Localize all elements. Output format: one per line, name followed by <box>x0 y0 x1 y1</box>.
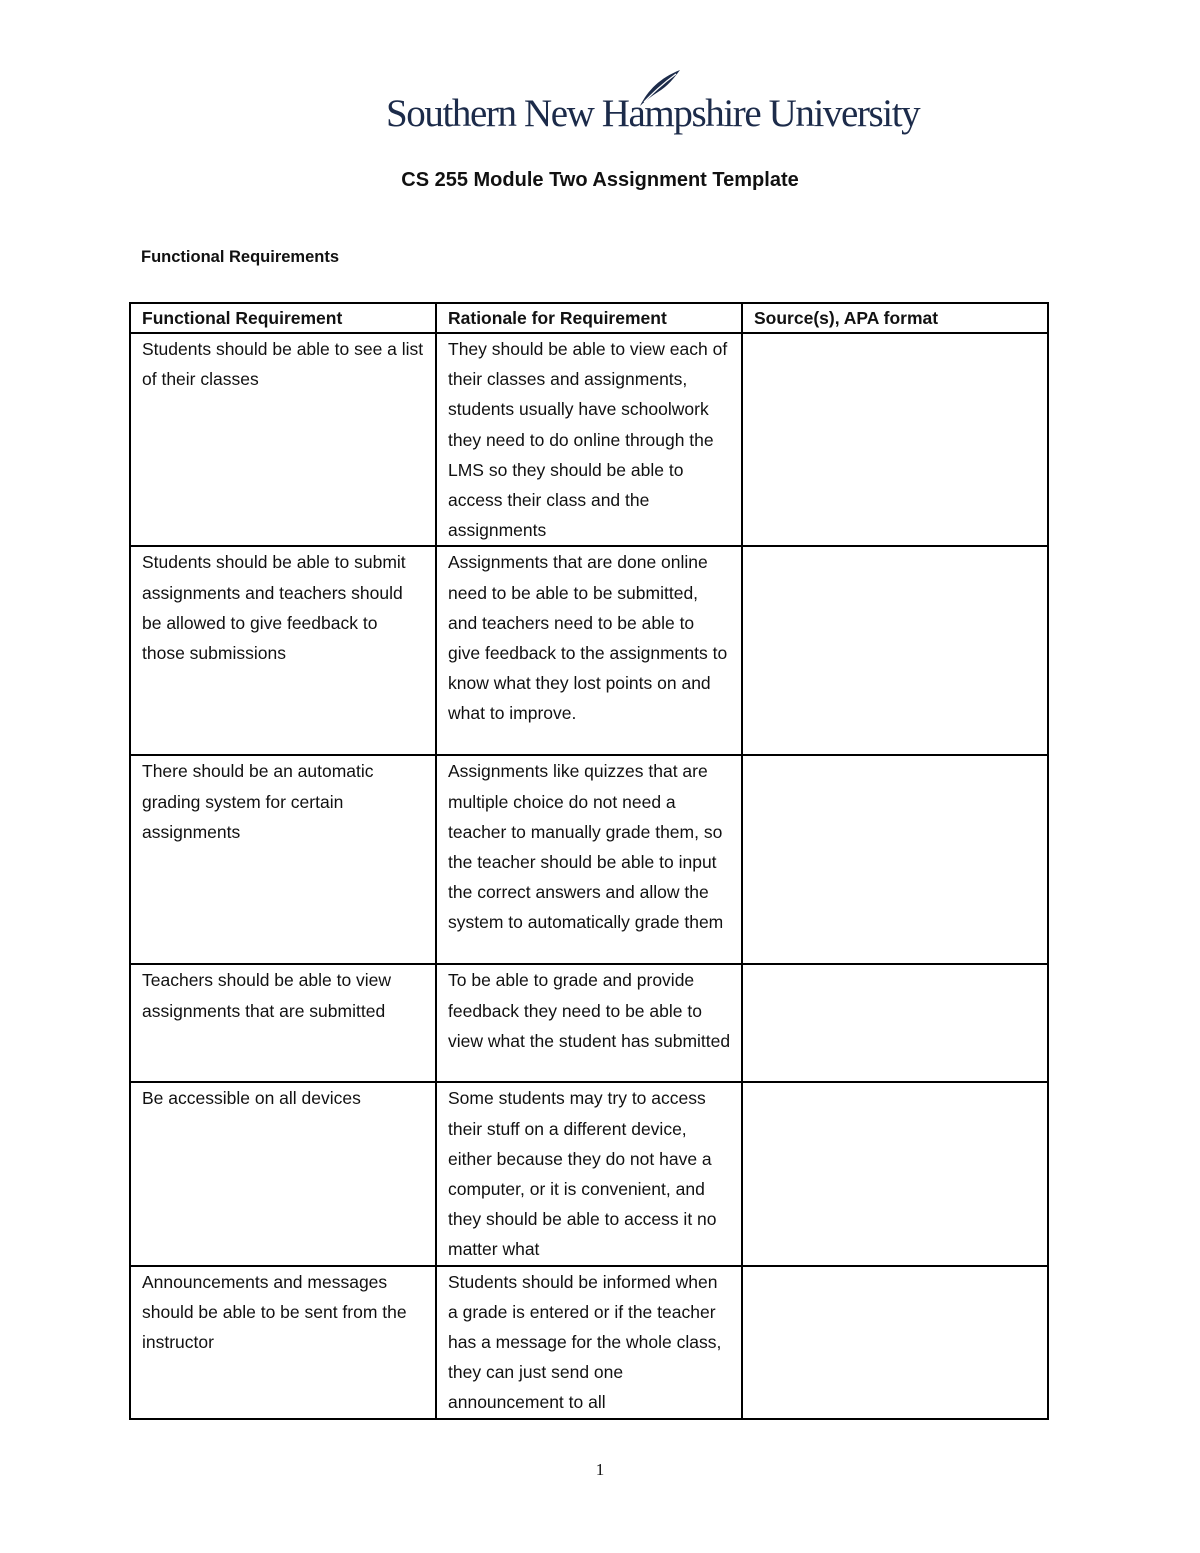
source-cell <box>742 755 1048 964</box>
requirements-table <box>129 302 1049 1420</box>
requirement-cell: Students should be able to see a list of their classes <box>130 333 436 546</box>
section-heading: Functional Requirements <box>141 248 340 266</box>
column-header-source: Source(s), APA format <box>742 303 1048 333</box>
source-cell <box>742 546 1048 755</box>
source-cell <box>742 333 1048 546</box>
table-row <box>130 1082 1048 1265</box>
source-cell <box>742 1266 1048 1419</box>
requirement-cell: Teachers should be able to view assignments that are submitted <box>130 964 436 1082</box>
rationale-cell: To be able to grade and provide feedback they need to be able to view what the student has submitted <box>436 964 742 1082</box>
column-header-requirement: Functional Requirement <box>130 303 436 333</box>
column-header-rationale: Rationale for Requirement <box>436 303 742 333</box>
requirement-cell: Students should be able to submit assignments and teachers should be allowed to give feedback to those submissions <box>130 546 436 755</box>
document-title: CS 255 Module Two Assignment Template <box>401 169 799 191</box>
table-header-row <box>130 303 1048 333</box>
table-row <box>130 755 1048 964</box>
requirement-cell: Announcements and messages should be able to be sent from the instructor <box>130 1266 436 1419</box>
rationale-cell: Students should be informed when a grade is entered or if the teacher has a message for the whole class, they can just send one announcement to all <box>436 1266 742 1419</box>
page-number: 1 <box>595 1460 605 1479</box>
table-row <box>130 1266 1048 1419</box>
rationale-cell: Some students may try to access their stuff on a different device, either because they do not have a computer, or it is convenient, and they should be able to access it no matter what <box>436 1082 742 1265</box>
table-row <box>130 333 1048 546</box>
rationale-cell: They should be able to view each of their classes and assignments, students usually have schoolwork they need to do online through the LMS so they should be able to access their class and the assignments <box>436 333 742 546</box>
university-logo <box>386 68 920 138</box>
requirement-cell: Be accessible on all devices <box>130 1082 436 1265</box>
logo-wordmark: Southern New Hampshire University <box>386 92 920 135</box>
source-cell <box>742 964 1048 1082</box>
source-cell <box>742 1082 1048 1265</box>
table-row <box>130 964 1048 1082</box>
requirement-cell: There should be an automatic grading system for certain assignments <box>130 755 436 964</box>
table-row <box>130 546 1048 755</box>
rationale-cell: Assignments that are done online need to be able to be submitted, and teachers need to be able to give feedback to the assignments to know what they lost points on and what to improve. <box>436 546 742 755</box>
rationale-cell: Assignments like quizzes that are multiple choice do not need a teacher to manually grade them, so the teacher should be able to input the correct answers and allow the system to automatically grade them <box>436 755 742 964</box>
